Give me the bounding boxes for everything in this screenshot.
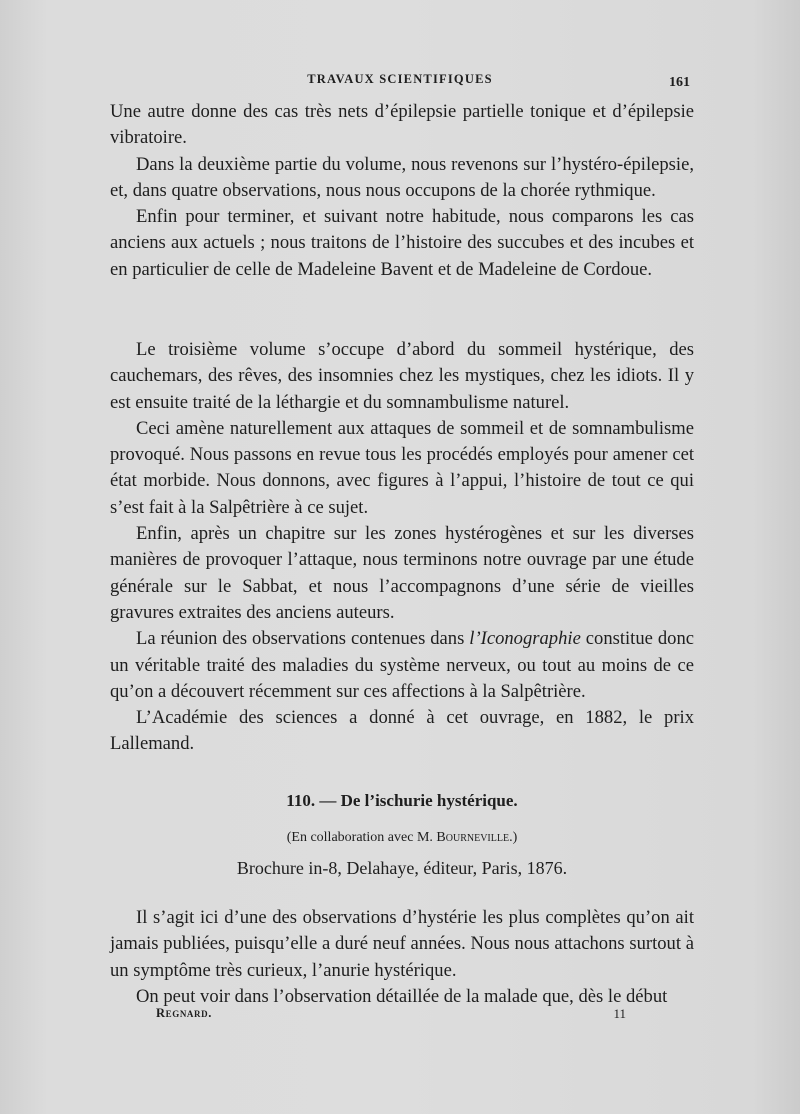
running-header xyxy=(110,66,690,90)
text-span: (En collaboration avec M. xyxy=(286,830,437,845)
text-block-volume-two xyxy=(110,99,694,283)
collaborator-name: Bourneville xyxy=(436,830,510,845)
italic-title: l’Iconographie xyxy=(469,628,581,650)
paragraph: Le troisième volume s’occupe d’abord du sommeil hystérique, des cauchemars, des rêves, des insomnies chez les mystiques, chez les idiots. Il y est ensuite traité de la léthargie et du somnambulisme naturel. xyxy=(110,339,694,413)
paragraph: Ceci amène naturellement aux attaques de sommeil et de somnambulisme provoqué. Nous passons en revue tous les procédés employés pour amener cet état morbide. Nous donnons, avec figures à l’appui, l’histoire de tout ce qui s’est fait à la Salpêtrière à ce sujet. xyxy=(110,417,694,518)
text-block-ischurie xyxy=(110,905,694,1010)
text-span: constitue donc un véritable traité des maladies du système nerveux, ou tout au moins de ce qu’on a découvert récemment sur ces affections à la Salpêtrière. xyxy=(110,628,694,702)
paragraph-iconographie xyxy=(110,626,694,705)
paragraph: L’Académie des sciences a donné à cet ouvrage, en 1882, le prix Lallemand. xyxy=(110,707,694,755)
section-title: 110. — De l’ischurie hystérique. xyxy=(286,791,518,810)
paragraph: On peut voir dans l’observation détaillée de la malade que, dès le début xyxy=(136,985,668,1007)
page-footer xyxy=(156,1006,626,1026)
paragraph: Dans la deuxième partie du volume, nous revenons sur l’hystéro-épilepsie, et, dans quatre observations, nous nous occupons de la chorée rythmique. xyxy=(110,153,694,201)
signature-mark: 11 xyxy=(613,1006,626,1021)
publication-line: Brochure in-8, Delahaye, éditeur, Paris, 1876. xyxy=(236,858,568,878)
paragraph: Enfin pour terminer, et suivant notre habitude, nous comparons les cas anciens aux actuels ; nous traitons de l’histoire des succubes et des incubes et en particulier de celle de Madeleine Bavent et de Madeleine de Cordoue. xyxy=(110,206,694,280)
paragraph: Il s’agit ici d’une des observations d’hystérie les plus complètes qu’on ait jamais publiées, puisqu’elle a duré neuf années. Nous nous attachons surtout à un symptôme très curieux, l’anurie hystérique. xyxy=(110,907,694,981)
text-span: La réunion des observations contenues dans xyxy=(136,628,470,650)
paragraph: Une autre donne des cas très nets d’épilepsie partielle tonique et d’épilepsie vibratoire. xyxy=(110,101,694,149)
collaboration-line xyxy=(110,830,694,846)
text-span: .) xyxy=(509,830,518,845)
page-number: 161 xyxy=(669,75,690,90)
running-title: TRAVAUX SCIENTIFIQUES xyxy=(307,72,493,86)
footer-author: Regnard. xyxy=(156,1006,212,1020)
text-block-volume-three xyxy=(110,337,694,758)
paragraph: Enfin, après un chapitre sur les zones hystérogènes et sur les diverses manières de provoquer l’attaque, nous terminons notre ouvrage par une étude générale sur le Sabbat, et nous l’accompagnons d’une série de vieilles gravures extraites des anciens auteurs. xyxy=(110,523,694,623)
